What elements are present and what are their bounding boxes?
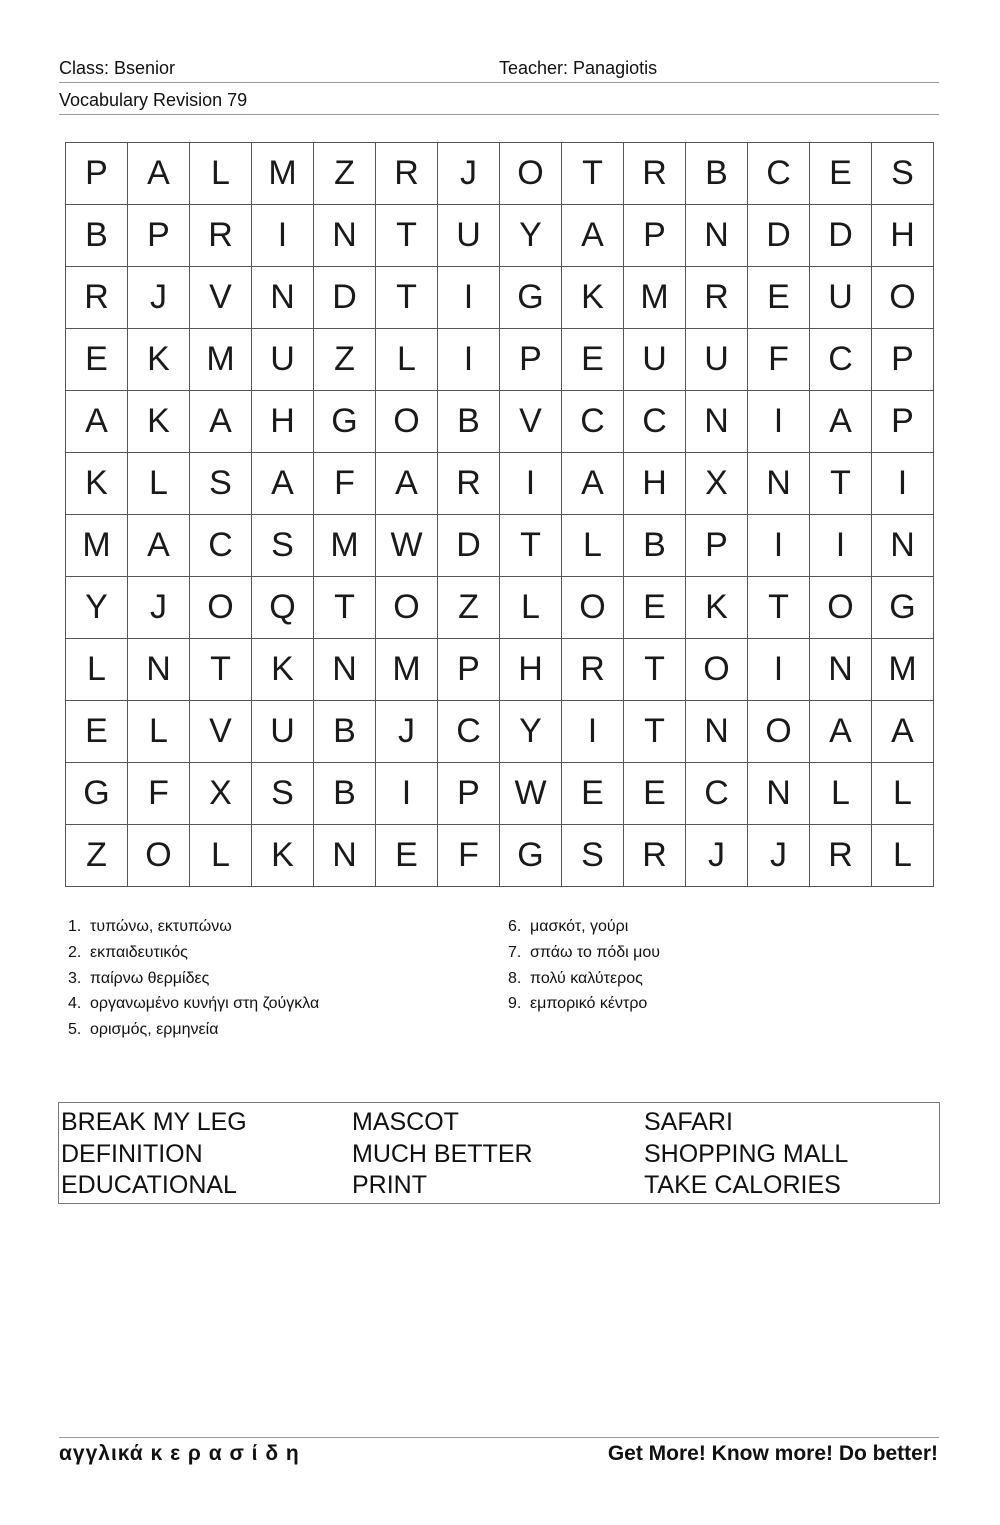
grid-cell[interactable]: P xyxy=(438,639,500,701)
teacher-label: Teacher: Panagiotis xyxy=(499,58,658,78)
grid-cell[interactable]: K xyxy=(128,329,190,391)
grid-cell[interactable]: U xyxy=(438,205,500,267)
grid-cell[interactable]: R xyxy=(438,453,500,515)
grid-cell[interactable]: A xyxy=(810,391,872,453)
grid-cell[interactable]: E xyxy=(376,825,438,887)
grid-cell[interactable]: D xyxy=(438,515,500,577)
grid-cell[interactable]: S xyxy=(190,453,252,515)
grid-cell[interactable]: B xyxy=(686,143,748,205)
clue-number: 8. xyxy=(508,969,522,987)
clue-item xyxy=(68,914,319,940)
grid-cell[interactable]: J xyxy=(438,143,500,205)
grid-cell[interactable]: N xyxy=(314,825,376,887)
clue-number: 5. xyxy=(68,1021,82,1039)
clue-number: 2. xyxy=(68,943,82,961)
grid-cell[interactable]: N xyxy=(252,267,314,329)
clue-item xyxy=(508,940,660,966)
grid-cell[interactable]: A xyxy=(562,205,624,267)
clue-item xyxy=(508,914,660,940)
grid-cell[interactable]: F xyxy=(748,329,810,391)
grid-cell[interactable]: U xyxy=(810,267,872,329)
grid-cell[interactable]: E xyxy=(562,763,624,825)
grid-cell[interactable]: A xyxy=(190,391,252,453)
clue-text: πολύ καλύτερος xyxy=(530,969,643,987)
grid-cell[interactable]: F xyxy=(438,825,500,887)
grid-cell[interactable]: K xyxy=(686,577,748,639)
grid-cell[interactable]: I xyxy=(748,515,810,577)
clue-text: εκπαιδευτικός xyxy=(90,943,188,961)
clue-item xyxy=(508,966,660,992)
grid-cell[interactable]: J xyxy=(128,267,190,329)
grid-cell[interactable]: C xyxy=(810,329,872,391)
grid-cell[interactable]: A xyxy=(66,391,128,453)
grid-cell[interactable]: O xyxy=(376,391,438,453)
clue-text: σπάω το πόδι μου xyxy=(530,943,661,961)
grid-cell[interactable]: U xyxy=(252,701,314,763)
footer-divider xyxy=(59,1437,939,1438)
grid-cell[interactable]: L xyxy=(128,701,190,763)
grid-cell[interactable]: C xyxy=(624,391,686,453)
grid-cell[interactable]: C xyxy=(748,143,810,205)
grid-cell[interactable]: J xyxy=(748,825,810,887)
grid-cell[interactable]: R xyxy=(562,639,624,701)
grid-cell[interactable]: M xyxy=(376,639,438,701)
grid-cell[interactable]: E xyxy=(66,701,128,763)
grid-cell[interactable]: A xyxy=(128,515,190,577)
grid-cell[interactable]: V xyxy=(190,267,252,329)
grid-cell[interactable]: I xyxy=(438,267,500,329)
grid-cell[interactable]: H xyxy=(872,205,934,267)
grid-cell[interactable]: M xyxy=(624,267,686,329)
grid-cell[interactable]: J xyxy=(128,577,190,639)
grid-cell[interactable]: A xyxy=(562,453,624,515)
grid-cell[interactable]: E xyxy=(562,329,624,391)
grid-cell[interactable]: O xyxy=(190,577,252,639)
grid-cell[interactable]: L xyxy=(190,825,252,887)
class-label: Class: Bsenior xyxy=(59,58,176,78)
grid-cell[interactable]: K xyxy=(562,267,624,329)
grid-cell[interactable]: I xyxy=(872,453,934,515)
grid-cell[interactable]: N xyxy=(748,453,810,515)
word-bank-word: SAFARI xyxy=(644,1108,733,1136)
footer-slogan: Get More! Know more! Do better! xyxy=(607,1442,938,1465)
grid-cell[interactable]: A xyxy=(810,701,872,763)
grid-cell[interactable]: Y xyxy=(500,205,562,267)
clue-text: ορισμός, ερμηνεία xyxy=(90,1021,219,1039)
grid-cell[interactable]: O xyxy=(562,577,624,639)
clue-item xyxy=(508,991,660,1017)
grid-cell[interactable]: O xyxy=(500,143,562,205)
grid-cell[interactable]: G xyxy=(872,577,934,639)
grid-cell[interactable]: C xyxy=(686,763,748,825)
grid-cell[interactable]: A xyxy=(872,701,934,763)
grid-cell[interactable]: T xyxy=(810,453,872,515)
grid-cell[interactable]: Z xyxy=(66,825,128,887)
clue-text: μασκότ, γούρι xyxy=(530,918,629,935)
grid-cell[interactable]: T xyxy=(624,701,686,763)
grid-cell[interactable]: I xyxy=(500,453,562,515)
grid-cell[interactable]: D xyxy=(810,205,872,267)
grid-cell[interactable]: R xyxy=(624,825,686,887)
grid-cell[interactable]: I xyxy=(376,763,438,825)
grid-cell[interactable]: H xyxy=(500,639,562,701)
grid-cell[interactable]: D xyxy=(748,205,810,267)
grid-cell[interactable]: R xyxy=(66,267,128,329)
grid-cell[interactable]: O xyxy=(128,825,190,887)
grid-cell[interactable]: B xyxy=(314,701,376,763)
clue-number: 7. xyxy=(508,943,522,961)
grid-cell[interactable]: E xyxy=(66,329,128,391)
grid-cell[interactable]: I xyxy=(252,205,314,267)
grid-cell[interactable]: N xyxy=(686,391,748,453)
grid-cell[interactable]: P xyxy=(66,143,128,205)
grid-cell[interactable]: E xyxy=(810,143,872,205)
grid-cell[interactable]: U xyxy=(252,329,314,391)
word-bank xyxy=(58,1102,940,1204)
grid-cell[interactable]: R xyxy=(810,825,872,887)
clue-item xyxy=(68,940,319,966)
grid-cell[interactable]: V xyxy=(190,701,252,763)
grid-cell[interactable]: L xyxy=(872,825,934,887)
grid-cell[interactable]: Z xyxy=(314,329,376,391)
grid-cell[interactable]: G xyxy=(500,825,562,887)
grid-cell[interactable]: C xyxy=(562,391,624,453)
grid-cell[interactable]: T xyxy=(314,577,376,639)
grid-cell[interactable]: H xyxy=(624,453,686,515)
word-bank-column xyxy=(352,1107,533,1202)
word-bank-word: EDUCATIONAL xyxy=(61,1171,237,1199)
grid-cell[interactable]: O xyxy=(872,267,934,329)
clue-number: 6. xyxy=(508,918,522,935)
grid-cell[interactable]: N xyxy=(314,639,376,701)
grid-cell[interactable]: B xyxy=(624,515,686,577)
grid-cell[interactable]: A xyxy=(252,453,314,515)
clue-list-left xyxy=(68,914,319,1043)
grid-cell[interactable]: Z xyxy=(438,577,500,639)
grid-cell[interactable]: S xyxy=(562,825,624,887)
grid-cell[interactable]: R xyxy=(190,205,252,267)
grid-cell[interactable]: O xyxy=(810,577,872,639)
clue-item xyxy=(68,1017,319,1043)
grid-cell[interactable]: L xyxy=(500,577,562,639)
grid-cell[interactable]: J xyxy=(376,701,438,763)
grid-cell[interactable]: C xyxy=(190,515,252,577)
clue-number: 9. xyxy=(508,995,522,1013)
grid-cell[interactable]: T xyxy=(500,515,562,577)
clue-text: τυπώνω, εκτυπώνω xyxy=(90,918,232,935)
grid-cell[interactable]: U xyxy=(624,329,686,391)
clue-number: 1. xyxy=(68,918,82,935)
grid-cell[interactable]: O xyxy=(376,577,438,639)
grid-cell[interactable]: N xyxy=(872,515,934,577)
grid-cell[interactable]: T xyxy=(190,639,252,701)
clue-text: οργανωμένο κυνήγι στη ζούγκλα xyxy=(90,995,320,1013)
grid-cell[interactable]: R xyxy=(624,143,686,205)
word-bank-word: MUCH BETTER xyxy=(352,1139,533,1168)
footer-brand: αγγλικά κ ε ρ α σ ί δ η xyxy=(59,1442,300,1465)
grid-cell[interactable]: F xyxy=(314,453,376,515)
grid-cell[interactable]: K xyxy=(128,391,190,453)
word-bank-word: BREAK MY LEG xyxy=(61,1108,247,1136)
grid-cell[interactable]: N xyxy=(748,763,810,825)
grid-cell[interactable]: P xyxy=(872,391,934,453)
word-bank-word: TAKE CALORIES xyxy=(644,1171,841,1199)
grid-cell[interactable]: P xyxy=(128,205,190,267)
word-bank-column xyxy=(61,1107,247,1202)
word-search-grid xyxy=(65,142,934,887)
grid-cell[interactable]: P xyxy=(686,515,748,577)
grid-cell[interactable]: I xyxy=(748,391,810,453)
clue-item xyxy=(68,966,319,992)
header-row-title xyxy=(59,90,939,115)
grid-cell[interactable]: G xyxy=(500,267,562,329)
grid-cell[interactable]: T xyxy=(376,205,438,267)
grid-cell[interactable]: W xyxy=(376,515,438,577)
grid-cell[interactable]: E xyxy=(624,577,686,639)
grid-cell[interactable]: L xyxy=(66,639,128,701)
grid-cell[interactable]: P xyxy=(500,329,562,391)
grid-cell[interactable]: P xyxy=(872,329,934,391)
word-bank-word: SHOPPING MALL xyxy=(644,1139,849,1168)
worksheet-title: Vocabulary Revision 79 xyxy=(59,90,248,110)
clue-text: παίρνω θερμίδες xyxy=(90,969,210,987)
grid-cell[interactable]: F xyxy=(128,763,190,825)
word-bank-word: PRINT xyxy=(352,1171,427,1199)
grid-cell[interactable]: L xyxy=(190,143,252,205)
word-bank-word: DEFINITION xyxy=(61,1139,203,1168)
grid-cell[interactable]: S xyxy=(252,515,314,577)
clue-item xyxy=(68,991,319,1017)
grid-cell[interactable]: K xyxy=(252,639,314,701)
grid-cell[interactable]: Q xyxy=(252,577,314,639)
grid-cell[interactable]: I xyxy=(810,515,872,577)
grid-cell[interactable]: L xyxy=(128,453,190,515)
grid-cell[interactable]: N xyxy=(686,205,748,267)
grid-cell[interactable]: Y xyxy=(500,701,562,763)
grid-cell[interactable]: N xyxy=(810,639,872,701)
grid-cell[interactable]: B xyxy=(438,391,500,453)
grid-cell[interactable]: M xyxy=(872,639,934,701)
grid-cell[interactable]: S xyxy=(252,763,314,825)
grid-cell[interactable]: N xyxy=(314,205,376,267)
grid-cell[interactable]: M xyxy=(66,515,128,577)
grid-cell[interactable]: Z xyxy=(314,143,376,205)
grid-cell[interactable]: T xyxy=(376,267,438,329)
grid-cell[interactable]: C xyxy=(438,701,500,763)
grid-cell[interactable]: L xyxy=(376,329,438,391)
grid-cell[interactable]: D xyxy=(314,267,376,329)
grid-cell[interactable]: B xyxy=(66,205,128,267)
grid-cell[interactable]: Y xyxy=(66,577,128,639)
grid-cell[interactable]: O xyxy=(748,701,810,763)
grid-cell[interactable]: L xyxy=(810,763,872,825)
clue-text: εμπορικό κέντρο xyxy=(530,995,648,1013)
grid-cell[interactable]: V xyxy=(500,391,562,453)
clue-number: 3. xyxy=(68,969,82,987)
grid-cell[interactable]: I xyxy=(748,639,810,701)
grid-cell[interactable]: M xyxy=(252,143,314,205)
grid-cell[interactable]: M xyxy=(314,515,376,577)
grid-cell[interactable]: L xyxy=(562,515,624,577)
grid-cell[interactable]: U xyxy=(686,329,748,391)
grid-cell[interactable]: L xyxy=(872,763,934,825)
grid-cell[interactable]: P xyxy=(438,763,500,825)
grid-cell[interactable]: T xyxy=(624,639,686,701)
grid-cell[interactable]: I xyxy=(438,329,500,391)
grid-cell[interactable]: R xyxy=(686,267,748,329)
clue-number: 4. xyxy=(68,995,82,1013)
grid-cell[interactable]: G xyxy=(314,391,376,453)
grid-cell[interactable]: K xyxy=(66,453,128,515)
word-bank-word: MASCOT xyxy=(352,1108,459,1136)
grid-cell[interactable]: X xyxy=(190,763,252,825)
grid-cell[interactable]: K xyxy=(252,825,314,887)
grid-cell[interactable]: A xyxy=(376,453,438,515)
grid-cell[interactable]: O xyxy=(686,639,748,701)
grid-cell[interactable]: X xyxy=(686,453,748,515)
grid-cell[interactable]: B xyxy=(314,763,376,825)
grid-cell[interactable]: J xyxy=(686,825,748,887)
grid-cell[interactable]: M xyxy=(190,329,252,391)
grid-cell[interactable]: E xyxy=(624,763,686,825)
grid-cell[interactable]: E xyxy=(748,267,810,329)
grid-cell[interactable]: N xyxy=(128,639,190,701)
grid-cell[interactable]: R xyxy=(376,143,438,205)
grid-cell[interactable]: N xyxy=(686,701,748,763)
grid-cell[interactable]: T xyxy=(748,577,810,639)
grid-cell[interactable]: A xyxy=(128,143,190,205)
grid-cell[interactable]: T xyxy=(562,143,624,205)
grid-cell[interactable]: P xyxy=(624,205,686,267)
grid-cell[interactable]: G xyxy=(66,763,128,825)
grid-cell[interactable]: H xyxy=(252,391,314,453)
header-row-class-teacher xyxy=(59,58,939,83)
grid-cell[interactable]: W xyxy=(500,763,562,825)
grid-cell[interactable]: I xyxy=(562,701,624,763)
word-bank-column xyxy=(644,1107,848,1202)
clue-list-right xyxy=(508,914,660,1017)
grid-cell[interactable]: S xyxy=(872,143,934,205)
